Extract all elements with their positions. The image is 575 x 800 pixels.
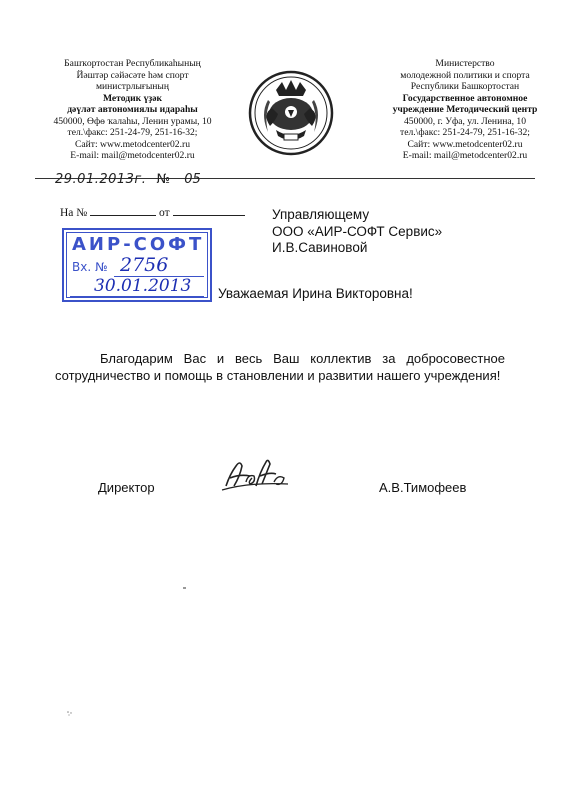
reference-row xyxy=(60,205,245,219)
addressee-company: ООО «АИР-СОФТ Сервис» xyxy=(272,223,443,239)
header-left-site: Сайт: www.metodcenter02.ru xyxy=(74,138,190,150)
header-right-line: Республики Башкортостан xyxy=(410,81,520,92)
registration-number: 05 xyxy=(184,172,201,187)
header-left-ba xyxy=(30,58,235,162)
header-right-ru xyxy=(380,58,550,162)
header-right-address: 450000, г. Уфа, ул. Ленина, 10 xyxy=(403,115,526,127)
reference-date-blank xyxy=(173,205,245,216)
header-left-email: E-mail: mail@metodcenter02.ru xyxy=(70,150,195,161)
signatory-position: Директор xyxy=(98,480,155,495)
republic-emblem-icon xyxy=(248,70,334,156)
header-right-line: молодежной политики и спорта xyxy=(400,69,530,81)
stamp-date: 30.01.2013 xyxy=(94,276,192,296)
scan-speck xyxy=(183,587,186,589)
body-line-2: сотрудничество и помощь в становлении и развитии нашего учреждения! xyxy=(55,368,501,383)
signatory-name: А.В.Тимофеев xyxy=(379,480,467,495)
registration-date: 29.01.2013г. xyxy=(55,172,147,187)
header-right-email: E-mail: mail@metodcenter02.ru xyxy=(402,150,528,161)
body-line-1: Благодарим Вас и весь Ваш коллектив за добросовестное xyxy=(100,351,505,366)
handwritten-signature xyxy=(220,452,290,496)
header-left-org: Методик үҙәк xyxy=(102,92,163,104)
header-left-address: 450000, Өфө ҡалаһы, Ленин урамы, 10 xyxy=(53,115,212,127)
reference-date-label: от xyxy=(159,207,170,219)
reference-number-label: На № xyxy=(60,207,88,219)
stamp-title: АИР-СОФТ xyxy=(72,234,205,255)
header-left-org: дәүләт автономиялы идараһы xyxy=(67,104,198,115)
stamp-incoming-label: Вх. № xyxy=(72,260,108,274)
scan-speck xyxy=(66,710,74,716)
addressee-block xyxy=(272,207,442,257)
greeting: Уважаемая Ирина Викторовна! xyxy=(218,286,413,301)
incoming-stamp xyxy=(62,228,212,302)
reference-number-blank xyxy=(90,205,156,216)
stamp-date-line xyxy=(70,296,204,297)
header-left-phone: тел.\факс: 251-24-79, 251-16-32; xyxy=(67,127,198,138)
header-left-line: Йәштәр сәйәсәте һәм спорт xyxy=(76,69,189,81)
header-right-site: Сайт: www.metodcenter02.ru xyxy=(407,138,523,150)
header-right-org: Государственное автономное xyxy=(402,92,528,104)
header-left-line: министрлығының xyxy=(95,81,170,92)
stamp-incoming-number: 2756 xyxy=(120,254,169,276)
registration-row xyxy=(55,172,201,187)
registration-number-label: № xyxy=(156,172,171,187)
addressee-name: И.В.Савиновой xyxy=(272,240,368,255)
header-right-phone: тел.\факс: 251-24-79, 251-16-32; xyxy=(400,127,530,138)
letter-body xyxy=(55,350,505,384)
header-left-line: Башҡортостан Республикаһының xyxy=(64,58,201,69)
addressee-position: Управляющему xyxy=(272,207,370,222)
header-right-line: Министерство xyxy=(435,58,495,69)
header-right-org: учреждение Методический центр xyxy=(392,104,538,115)
